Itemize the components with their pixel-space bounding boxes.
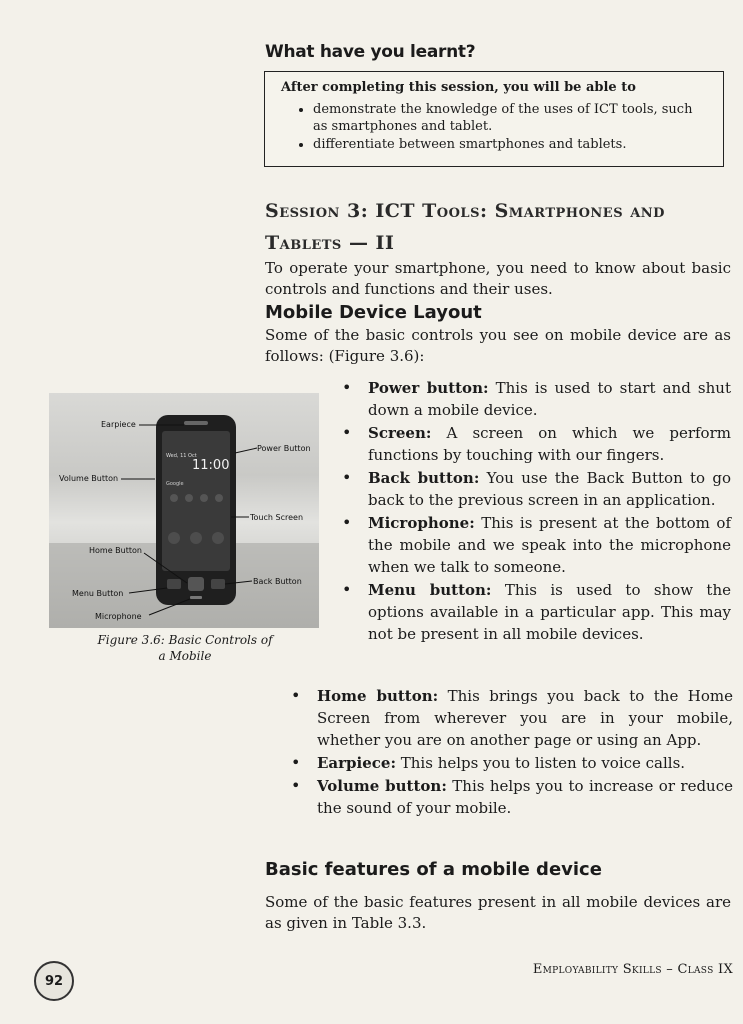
list-item: • Home button: This brings you back to the Home Screen from wherever you are in your mobile, whether you are on another page or using an App.: [317, 685, 733, 751]
session-title: [265, 195, 735, 259]
learnt-intro: After completing this session, you will be able to: [281, 80, 636, 95]
list-item: • Power button: This is used to start and shut down a mobile device.: [368, 377, 731, 421]
layout-intro: Some of the basic controls you see on mobile device are as follows: (Figure 3.6):: [265, 326, 731, 365]
session-title-line2: Tablets — II: [265, 232, 395, 254]
figure-caption-line2: a Mobile: [158, 649, 212, 663]
footer-text: Employability Skills – Class IX: [532, 962, 733, 977]
list-item: • Earpiece: This helps you to listen to voice calls.: [317, 752, 733, 774]
learnt-list: [281, 101, 709, 153]
list-item: • Volume button: This helps you to increase or reduce the sound of your mobile.: [317, 775, 733, 819]
session-intro: To operate your smartphone, you need to know about basic controls and functions and their uses.: [265, 259, 731, 298]
features-heading: Basic features of a mobile device: [265, 859, 602, 880]
label-back-button: Back Button: [253, 577, 302, 586]
earpiece-icon: [184, 421, 208, 425]
figure-caption-line1: Figure 3.6: Basic Controls of: [97, 633, 273, 647]
label-touch-screen: Touch Screen: [250, 513, 304, 522]
session-title-line1: Session 3: ICT Tools: Smartphones and: [265, 200, 665, 222]
label-menu-button: Menu Button: [72, 589, 124, 598]
list-item: • Screen: A screen on which we perform functions by touching with our fingers.: [368, 422, 731, 466]
microphone-icon: [190, 596, 202, 599]
features-intro: Some of the basic features present in all mobile devices are as given in Table 3.3.: [265, 893, 731, 932]
back-key-icon: [211, 579, 225, 589]
mobile-figure: [49, 393, 319, 628]
figure-caption: [95, 632, 275, 664]
label-power-button: Power Button: [257, 444, 311, 453]
learnt-box: [264, 71, 724, 167]
screen-date: Wed, 11 Oct: [166, 453, 197, 459]
menu-key-icon: [167, 579, 181, 589]
label-volume-button: Volume Button: [59, 474, 119, 483]
list-item: • Microphone: This is present at the bottom of the mobile and we speak into the microphone when we talk to someone.: [368, 512, 731, 578]
layout-heading: Mobile Device Layout: [265, 302, 482, 323]
list-item: • Menu button: This is used to show the options available in a particular app. This may not be present in all mobile devices.: [368, 579, 731, 645]
learnt-point: • demonstrate the knowledge of the uses of ICT tools, such as smartphones and tablet.: [313, 101, 709, 135]
label-microphone: Microphone: [95, 612, 142, 621]
list-item: • Back button: You use the Back Button to go back to the previous screen in an application.: [368, 467, 731, 511]
label-home-button: Home Button: [89, 546, 142, 555]
home-key-icon: [188, 577, 204, 591]
screen-time: 11:00: [192, 458, 230, 473]
screen-search: Google: [166, 481, 184, 487]
label-earpiece: Earpiece: [101, 420, 136, 429]
learnt-point: • differentiate between smartphones and tablets.: [313, 136, 709, 153]
mobile-illustration: [49, 393, 319, 628]
controls-list-right: [368, 377, 731, 646]
page-number: 92: [34, 961, 74, 1001]
controls-list-full: [317, 685, 733, 820]
learnt-heading: What have you learnt?: [265, 42, 476, 62]
